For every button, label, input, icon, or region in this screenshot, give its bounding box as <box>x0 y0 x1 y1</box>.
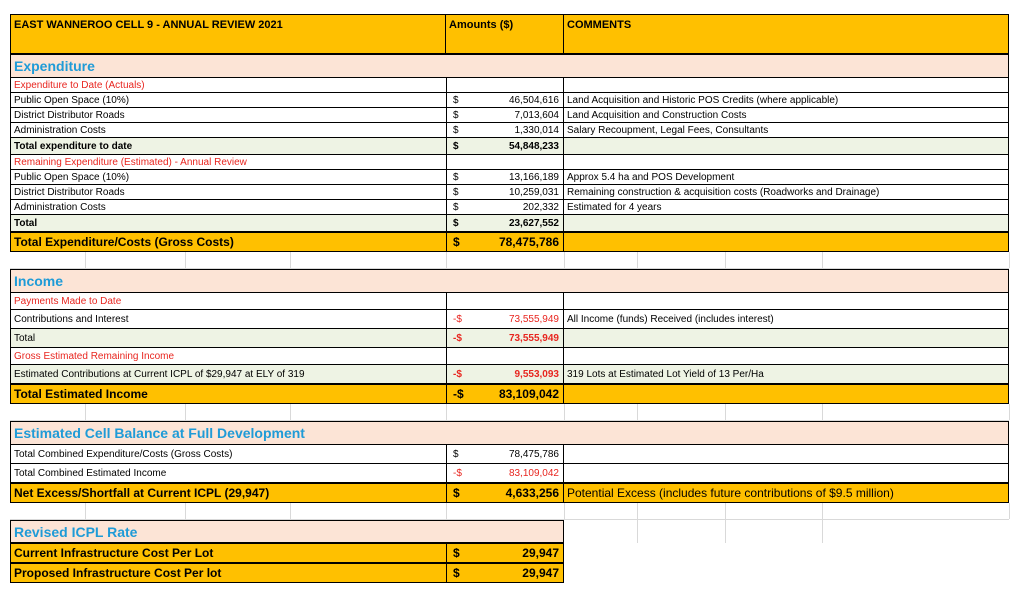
empty-cell <box>564 445 1009 464</box>
row-amount <box>446 215 564 232</box>
amount-value: 29,947 <box>522 546 559 560</box>
sheet-title: EAST WANNEROO CELL 9 - ANNUAL REVIEW 2021 <box>10 14 446 54</box>
row-label: Proposed Infrastructure Cost Per lot <box>10 563 446 583</box>
row-label: Total Combined Expenditure/Costs (Gross Costs) <box>10 445 446 464</box>
row-amount <box>446 232 564 252</box>
table-row <box>10 185 1009 200</box>
currency-sign: -$ <box>453 368 462 380</box>
net-row <box>10 483 1009 503</box>
currency-sign: -$ <box>453 387 464 401</box>
row-comment: Approx 5.4 ha and POS Development <box>564 170 1009 185</box>
row-comment: Land Acquisition and Historic POS Credits (where applicable) <box>564 93 1009 108</box>
empty-cell <box>446 155 564 170</box>
row-label: Net Excess/Shortfall at Current ICPL (29,947) <box>10 483 446 503</box>
currency-sign: $ <box>453 566 460 580</box>
table-row <box>10 93 1009 108</box>
proposed-icpl-row <box>10 563 1009 583</box>
empty-cell <box>564 138 1009 155</box>
icpl-section <box>10 520 1009 543</box>
row-label: Total Estimated Income <box>10 384 446 404</box>
table-row <box>10 200 1009 215</box>
row-amount <box>446 108 564 123</box>
total-row <box>10 215 1009 232</box>
currency-sign: -$ <box>453 467 462 479</box>
currency-sign: $ <box>453 235 460 249</box>
amount-value: 1,330,014 <box>514 124 559 136</box>
total-row <box>10 138 1009 155</box>
row-label: Administration Costs <box>10 200 446 215</box>
empty-cell <box>446 78 564 93</box>
row-amount <box>446 464 564 483</box>
amount-value: 78,475,786 <box>498 235 559 249</box>
amount-value: 73,555,949 <box>508 313 559 325</box>
row-label: Total Expenditure/Costs (Gross Costs) <box>10 232 446 252</box>
amount-value: 13,166,189 <box>508 171 559 183</box>
table-row <box>10 170 1009 185</box>
table-row <box>10 464 1009 483</box>
spacer-row <box>10 503 1009 520</box>
amount-value: 4,633,256 <box>505 486 559 500</box>
row-amount <box>446 329 564 348</box>
income-heading: Income <box>10 269 1009 293</box>
currency-sign: $ <box>453 140 459 152</box>
row-comment: Salary Recoupment, Legal Fees, Consultants <box>564 123 1009 138</box>
currency-sign: $ <box>453 201 459 213</box>
amount-value: 29,947 <box>522 566 559 580</box>
row-amount <box>446 93 564 108</box>
amount-value: 10,259,031 <box>508 186 559 198</box>
table-row <box>10 445 1009 464</box>
payments-label: Payments Made to Date <box>10 293 446 310</box>
balance-section <box>10 421 1009 445</box>
row-amount <box>446 483 564 503</box>
row-comment: Potential Excess (includes future contributions of $9.5 million) <box>564 483 1009 503</box>
total-row <box>10 329 1009 348</box>
row-amount <box>446 310 564 329</box>
subheading-row <box>10 78 1009 93</box>
currency-sign: $ <box>453 448 459 460</box>
amount-value: 23,627,552 <box>508 217 559 229</box>
review-sheet <box>10 14 1009 583</box>
empty-cell <box>564 329 1009 348</box>
empty-cell <box>446 293 564 310</box>
row-amount <box>446 123 564 138</box>
row-label: Estimated Contributions at Current ICPL of $29,947 at ELY of 319 <box>10 365 446 384</box>
table-row <box>10 310 1009 329</box>
row-comment: Estimated for 4 years <box>564 200 1009 215</box>
balance-heading: Estimated Cell Balance at Full Development <box>10 421 1009 445</box>
currency-sign: $ <box>453 186 459 198</box>
expenditure-section <box>10 54 1009 78</box>
table-row <box>10 123 1009 138</box>
header-row <box>10 14 1009 54</box>
row-label: Total <box>10 329 446 348</box>
row-label: Public Open Space (10%) <box>10 170 446 185</box>
subheading-row <box>10 293 1009 310</box>
comments-header: COMMENTS <box>564 14 1009 54</box>
row-comment: Remaining construction & acquisition costs (Roadworks and Drainage) <box>564 185 1009 200</box>
row-label: District Distributor Roads <box>10 185 446 200</box>
row-amount <box>446 384 564 404</box>
empty-cell <box>564 232 1009 252</box>
table-row <box>10 365 1009 384</box>
row-label: Public Open Space (10%) <box>10 93 446 108</box>
currency-sign: $ <box>453 124 459 136</box>
row-comment: Land Acquisition and Construction Costs <box>564 108 1009 123</box>
amounts-header: Amounts ($) <box>446 14 564 54</box>
row-amount <box>446 445 564 464</box>
spacer-row <box>10 252 1009 269</box>
icpl-heading: Revised ICPL Rate <box>10 520 564 543</box>
row-amount <box>446 200 564 215</box>
expenditure-to-date-label: Expenditure to Date (Actuals) <box>10 78 446 93</box>
table-row <box>10 108 1009 123</box>
row-amount <box>446 365 564 384</box>
currency-sign: -$ <box>453 332 462 344</box>
empty-cell <box>564 293 1009 310</box>
amount-value: 7,013,604 <box>514 109 559 121</box>
empty-cell <box>564 384 1009 404</box>
row-label: Total Combined Estimated Income <box>10 464 446 483</box>
subheading-row <box>10 348 1009 365</box>
row-label: District Distributor Roads <box>10 108 446 123</box>
remaining-expenditure-label: Remaining Expenditure (Estimated) - Annual Review <box>10 155 446 170</box>
empty-cell <box>564 464 1009 483</box>
currency-sign: $ <box>453 109 459 121</box>
currency-sign: -$ <box>453 313 462 325</box>
row-label: Contributions and Interest <box>10 310 446 329</box>
amount-value: 9,553,093 <box>514 368 559 380</box>
amount-value: 78,475,786 <box>508 448 559 460</box>
row-comment: 319 Lots at Estimated Lot Yield of 13 Per/Ha <box>564 365 1009 384</box>
subheading-row <box>10 155 1009 170</box>
current-icpl-row <box>10 543 1009 563</box>
currency-sign: $ <box>453 171 459 183</box>
grand-total-row <box>10 384 1009 404</box>
row-amount <box>446 170 564 185</box>
row-amount <box>446 138 564 155</box>
amount-value: 73,555,949 <box>508 332 559 344</box>
currency-sign: $ <box>453 546 460 560</box>
empty-cell <box>564 215 1009 232</box>
empty-cell <box>564 78 1009 93</box>
expenditure-heading: Expenditure <box>10 54 1009 78</box>
row-label: Administration Costs <box>10 123 446 138</box>
empty-cell <box>564 348 1009 365</box>
remaining-income-label: Gross Estimated Remaining Income <box>10 348 446 365</box>
amount-value: 83,109,042 <box>508 467 559 479</box>
row-label: Current Infrastructure Cost Per Lot <box>10 543 446 563</box>
row-label: Total <box>10 215 446 232</box>
row-amount <box>446 185 564 200</box>
spacer-row <box>10 404 1009 421</box>
row-amount <box>446 543 564 563</box>
empty-cell <box>564 155 1009 170</box>
row-label: Total expenditure to date <box>10 138 446 155</box>
currency-sign: $ <box>453 217 459 229</box>
currency-sign: $ <box>453 486 460 500</box>
amount-value: 202,332 <box>522 201 559 213</box>
amount-value: 83,109,042 <box>498 387 559 401</box>
grand-total-row <box>10 232 1009 252</box>
currency-sign: $ <box>453 94 459 106</box>
empty-cell <box>446 348 564 365</box>
income-section <box>10 269 1009 293</box>
amount-value: 54,848,233 <box>508 140 559 152</box>
row-amount <box>446 563 564 583</box>
amount-value: 46,504,616 <box>508 94 559 106</box>
row-comment: All Income (funds) Received (includes interest) <box>564 310 1009 329</box>
